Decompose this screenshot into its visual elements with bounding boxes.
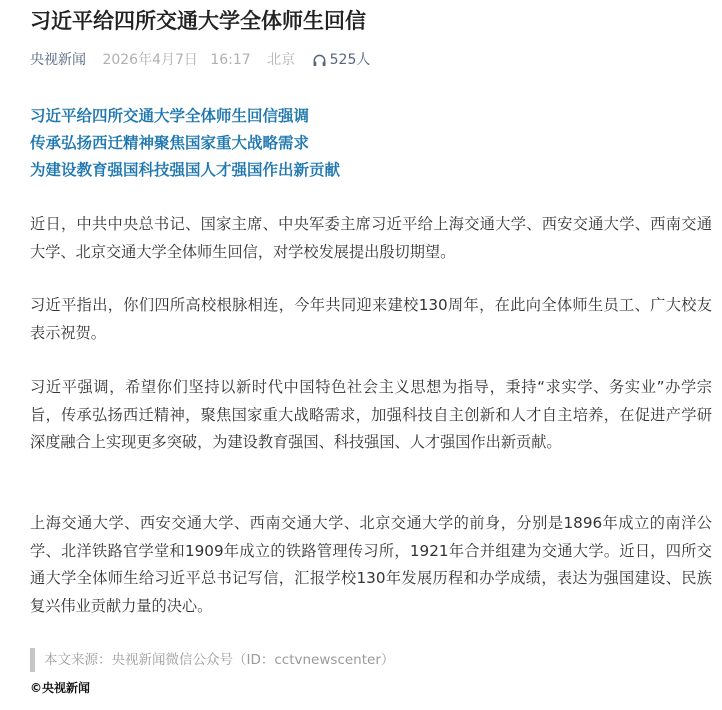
- body-paragraph-2: 习近平指出，你们四所高校根脉相连，今年共同迎来建校130周年，在此向全体师生员工、广大校友表示祝贺。: [30, 296, 712, 342]
- lead-line-2: 传承弘扬西迁精神聚焦国家重大战略需求: [30, 134, 310, 152]
- meta-location: 北京: [267, 52, 296, 68]
- body-paragraph-1: 近日，中共中央总书记、国家主席、中央军委主席习近平给上海交通大学、西安交通大学、西南交通大学、北京交通大学全体师生回信，对学校发展提出殷切期望。: [30, 215, 712, 261]
- lead-line-3: 为建设教育强国科技强国人才强国作出新贡献: [30, 161, 341, 179]
- meta-source[interactable]: 央视新闻: [30, 52, 86, 68]
- copyright: ©央视新闻: [30, 681, 91, 695]
- headphones-icon: [312, 49, 327, 71]
- body-paragraph-3: 习近平强调，希望你们坚持以新时代中国特色社会主义思想为指导，秉持“求实学、务实业”办学宗旨，传承弘扬西迁精神，聚焦国家重大战略需求，加强科技自主创新和人才自主培养，在促进产学研深度融合上实现更多突破，为建设教育强国、科技强国、人才强国作出新贡献。: [30, 378, 712, 451]
- listener-count: 525人: [329, 52, 371, 68]
- listen-button[interactable]: [312, 49, 371, 71]
- article-title: 习近平给四所交通大学全体师生回信: [30, 9, 366, 33]
- meta-time: 16:17: [210, 52, 251, 68]
- source-note: 本文来源：央视新闻微信公众号（ID：cctvnewscenter）: [30, 648, 710, 672]
- article-meta: [30, 49, 370, 71]
- lead-summary: [30, 103, 710, 184]
- lead-line-1: 习近平给四所交通大学全体师生回信强调: [30, 107, 310, 125]
- body-paragraph-4: 上海交通大学、西安交通大学、西南交通大学、北京交通大学的前身，分别是1896年成立的南洋公学、北洋铁路官学堂和1909年成立的铁路管理传习所，1921年合并组建为交通大学。近日，四所交通大学全体师生给习近平总书记写信，汇报学校130年发展历程和办学成绩，表达为强国建设、民族复兴伟业贡献力量的决心。: [30, 514, 712, 615]
- meta-date: 2026年4月7日: [102, 52, 198, 68]
